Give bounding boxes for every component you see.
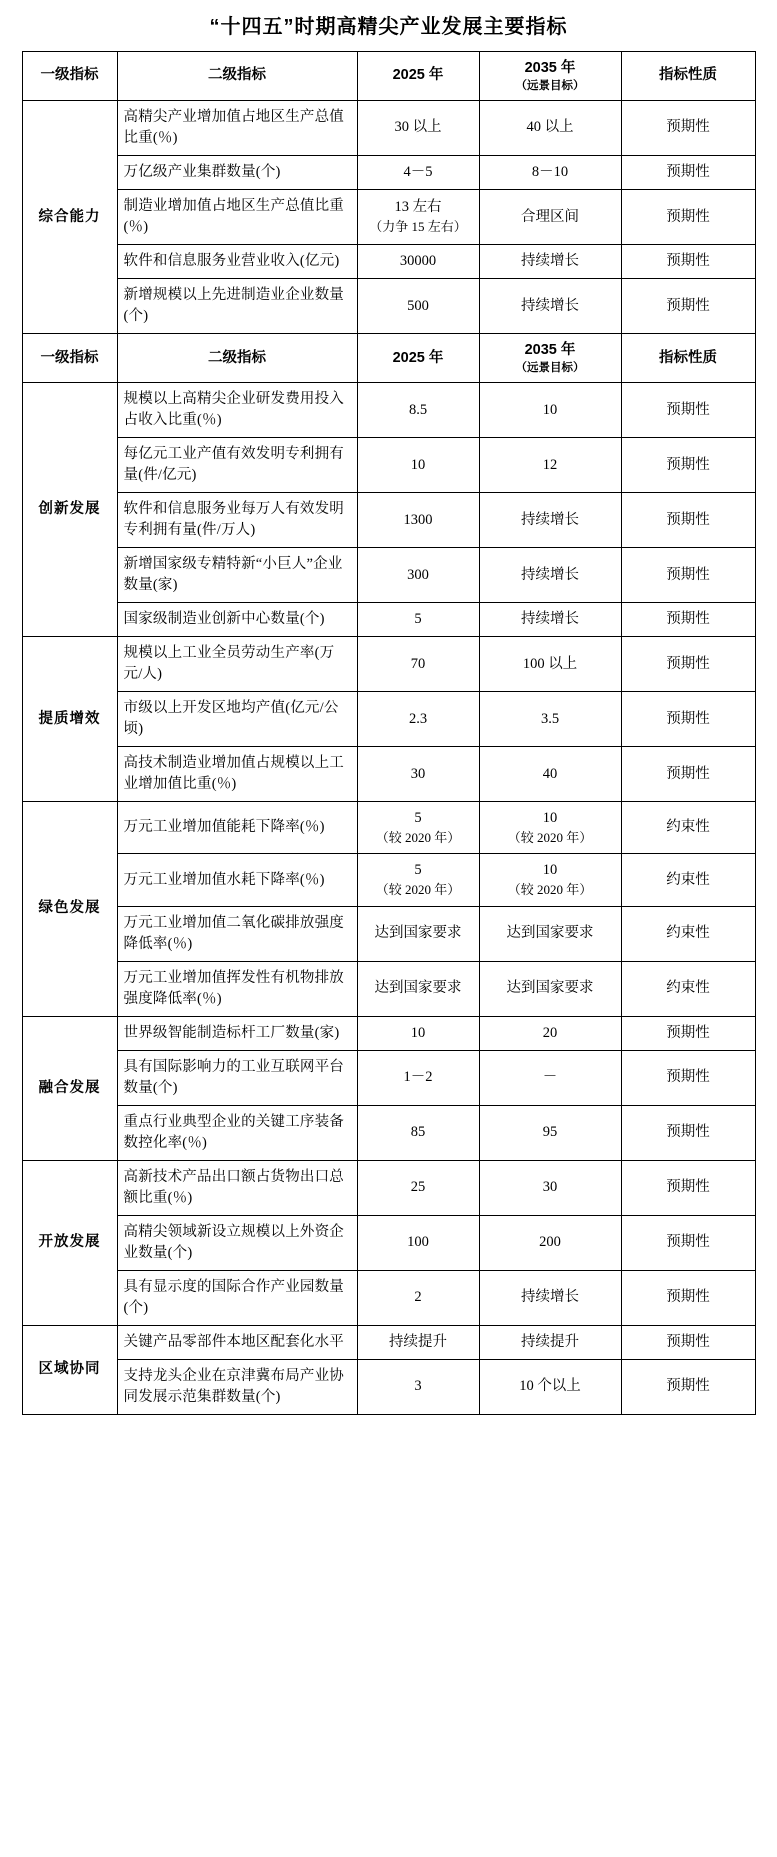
value-main: 40 以上	[526, 119, 574, 136]
header-year-2035-label: 2035 年	[524, 342, 576, 359]
nature-cell: 预期性	[621, 1050, 755, 1105]
value-2025-cell	[357, 383, 479, 438]
value-main: 10	[410, 456, 426, 473]
value-main: 30	[410, 765, 426, 782]
table-row	[22, 245, 755, 279]
header-year-2025	[357, 52, 479, 101]
indicator-cell: 万亿级产业集群数量(个)	[117, 155, 357, 189]
nature-cell: 预期性	[621, 1105, 755, 1160]
value-main: 8－10	[531, 163, 569, 180]
table-row	[22, 692, 755, 747]
value-main: 2.3	[408, 710, 428, 727]
value-2025-cell	[357, 190, 479, 245]
indicator-cell: 规模以上高精尖企业研发费用投入占收入比重(％)	[117, 383, 357, 438]
value-main: －	[542, 1069, 558, 1086]
value-main: 持续提升	[389, 1333, 447, 1350]
indicator-cell: 万元工业增加值能耗下降率(％)	[117, 802, 357, 854]
indicator-cell: 软件和信息服务业每万人有效发明专利拥有量(件/万人)	[117, 493, 357, 548]
value-2025-cell	[357, 692, 479, 747]
nature-cell: 预期性	[621, 493, 755, 548]
header-year-2035-sublabel: （远景目标）	[515, 80, 585, 93]
value-main: 30000	[399, 253, 437, 270]
value-2025-cell	[357, 493, 479, 548]
value-2025-cell	[357, 548, 479, 603]
category-cell: 融合发展	[22, 1016, 117, 1160]
value-2025-cell	[357, 637, 479, 692]
nature-cell: 约束性	[621, 961, 755, 1016]
header-nature	[621, 52, 755, 101]
value-2035-cell	[479, 100, 621, 155]
indicator-cell: 新增规模以上先进制造业企业数量(个)	[117, 279, 357, 334]
value-2035-cell	[479, 190, 621, 245]
value-main: 100	[407, 1234, 429, 1251]
category-cell: 提质增效	[22, 637, 117, 802]
header-level2-label: 二级指标	[208, 67, 266, 84]
value-2035-cell	[479, 747, 621, 802]
header-year-2035	[479, 52, 621, 101]
value-2035-cell	[479, 1016, 621, 1050]
indicator-cell: 国家级制造业创新中心数量(个)	[117, 603, 357, 637]
value-2025-cell	[357, 906, 479, 961]
indicator-cell: 软件和信息服务业营业收入(亿元)	[117, 245, 357, 279]
value-2025-cell	[357, 438, 479, 493]
value-main: 25	[410, 1179, 426, 1196]
header-year-2035-label: 2035 年	[524, 60, 576, 76]
value-2025-cell	[357, 1160, 479, 1215]
value-main: 30 以上	[394, 119, 442, 136]
table-row	[22, 100, 755, 155]
nature-cell: 约束性	[621, 802, 755, 854]
indicator-cell: 重点行业典型企业的关键工序装备数控化率(％)	[117, 1105, 357, 1160]
value-main: 5	[414, 862, 422, 879]
nature-cell: 约束性	[621, 854, 755, 906]
value-main: 持续增长	[521, 611, 579, 628]
value-2025-cell	[357, 1016, 479, 1050]
table-row	[22, 1359, 755, 1414]
header-level2-label: 二级指标	[208, 349, 266, 366]
nature-cell: 预期性	[621, 548, 755, 603]
value-2035-cell	[479, 1105, 621, 1160]
value-main: 4－5	[403, 163, 433, 180]
value-2025-cell	[357, 279, 479, 334]
nature-cell: 预期性	[621, 1160, 755, 1215]
table-row	[22, 603, 755, 637]
table-row	[22, 637, 755, 692]
value-2025-cell	[357, 100, 479, 155]
nature-cell: 预期性	[621, 1359, 755, 1414]
category-cell: 创新发展	[22, 383, 117, 637]
value-main: 持续提升	[521, 1333, 579, 1350]
indicator-cell: 每亿元工业产值有效发明专利拥有量(件/亿元)	[117, 438, 357, 493]
value-main: 30	[542, 1179, 558, 1196]
indicator-cell: 具有显示度的国际合作产业园数量(个)	[117, 1270, 357, 1325]
nature-cell: 预期性	[621, 637, 755, 692]
table-header-row	[22, 334, 755, 383]
table-row	[22, 1160, 755, 1215]
value-2025-cell	[357, 1325, 479, 1359]
value-2025-cell	[357, 603, 479, 637]
indicator-cell: 支持龙头企业在京津冀布局产业协同发展示范集群数量(个)	[117, 1359, 357, 1414]
value-2035-cell	[479, 245, 621, 279]
value-main: 100 以上	[522, 655, 578, 672]
indicator-cell: 万元工业增加值水耗下降率(％)	[117, 854, 357, 906]
header-year-2035-sublabel: （远景目标）	[515, 362, 585, 375]
table-row	[22, 1270, 755, 1325]
header-year-2025	[357, 334, 479, 383]
nature-cell: 约束性	[621, 906, 755, 961]
value-main: 12	[542, 456, 558, 473]
value-main: 85	[410, 1124, 426, 1141]
header-level1	[22, 52, 117, 101]
value-main: 达到国家要求	[374, 925, 462, 942]
value-2025-cell	[357, 961, 479, 1016]
value-note: （力争 15 左右）	[369, 219, 467, 235]
value-2025-cell	[357, 245, 479, 279]
value-2025-cell	[357, 1270, 479, 1325]
table-row	[22, 383, 755, 438]
value-main: 持续增长	[521, 253, 579, 270]
value-main: 20	[542, 1024, 558, 1041]
value-2035-cell	[479, 438, 621, 493]
value-main: 3	[414, 1378, 422, 1395]
header-level2	[117, 52, 357, 101]
table-row	[22, 854, 755, 906]
table-row	[22, 961, 755, 1016]
value-main: 10	[542, 810, 558, 827]
nature-cell: 预期性	[621, 1325, 755, 1359]
table-row	[22, 1050, 755, 1105]
value-note: （较 2020 年）	[375, 882, 461, 898]
value-main: 200	[539, 1234, 561, 1251]
value-main: 70	[410, 655, 426, 672]
indicator-cell: 世界级智能制造标杆工厂数量(家)	[117, 1016, 357, 1050]
value-2025-cell	[357, 1050, 479, 1105]
table-row	[22, 906, 755, 961]
indicator-table	[22, 51, 756, 1415]
table-row	[22, 1105, 755, 1160]
category-cell: 绿色发展	[22, 802, 117, 1016]
table-row	[22, 802, 755, 854]
value-2035-cell	[479, 1359, 621, 1414]
value-main: 500	[407, 297, 429, 314]
table-row	[22, 1215, 755, 1270]
nature-cell: 预期性	[621, 692, 755, 747]
table-row	[22, 190, 755, 245]
header-nature-label: 指标性质	[659, 67, 717, 84]
nature-cell: 预期性	[621, 100, 755, 155]
value-2035-cell	[479, 383, 621, 438]
value-main: 持续增长	[521, 297, 579, 314]
value-2035-cell	[479, 961, 621, 1016]
indicator-cell: 高新技术产品出口额占货物出口总额比重(％)	[117, 1160, 357, 1215]
value-2035-cell	[479, 854, 621, 906]
nature-cell: 预期性	[621, 279, 755, 334]
indicator-cell: 新增国家级专精特新“小巨人”企业数量(家)	[117, 548, 357, 603]
value-main: 2	[414, 1289, 422, 1306]
table-row	[22, 1325, 755, 1359]
value-2025-cell	[357, 747, 479, 802]
table-row	[22, 548, 755, 603]
table-header-row	[22, 52, 755, 101]
page-title: “十四五”时期高精尖产业发展主要指标	[209, 16, 568, 38]
value-note: （较 2020 年）	[507, 882, 593, 898]
nature-cell: 预期性	[621, 383, 755, 438]
value-main: 8.5	[408, 401, 428, 418]
table-row	[22, 493, 755, 548]
header-level1	[22, 334, 117, 383]
value-main: 300	[407, 566, 429, 583]
value-main: 5	[414, 810, 422, 827]
value-main: 达到国家要求	[506, 925, 594, 942]
table-row	[22, 279, 755, 334]
value-main: 1300	[403, 511, 433, 528]
category-cell: 开放发展	[22, 1160, 117, 1325]
indicator-cell: 高技术制造业增加值占规模以上工业增加值比重(％)	[117, 747, 357, 802]
value-main: 10	[542, 862, 558, 879]
value-2035-cell	[479, 279, 621, 334]
value-2035-cell	[479, 603, 621, 637]
value-main: 持续增长	[521, 566, 579, 583]
nature-cell: 预期性	[621, 1270, 755, 1325]
value-note: （较 2020 年）	[507, 830, 593, 846]
value-2035-cell	[479, 493, 621, 548]
value-main: 持续增长	[521, 1289, 579, 1306]
value-main: 5	[414, 611, 422, 628]
value-2035-cell	[479, 1160, 621, 1215]
indicator-cell: 关键产品零部件本地区配套化水平	[117, 1325, 357, 1359]
value-main: 达到国家要求	[506, 980, 594, 997]
value-2035-cell	[479, 1050, 621, 1105]
value-2035-cell	[479, 802, 621, 854]
table-row	[22, 438, 755, 493]
header-level1-label: 一级指标	[40, 349, 99, 366]
table-row	[22, 155, 755, 189]
header-year-2025-label: 2025 年	[392, 67, 444, 84]
value-2035-cell	[479, 548, 621, 603]
value-main: 3.5	[540, 710, 560, 727]
value-main: 持续增长	[521, 511, 579, 528]
category-cell: 综合能力	[22, 100, 117, 333]
nature-cell: 预期性	[621, 1215, 755, 1270]
value-2025-cell	[357, 1215, 479, 1270]
value-2025-cell	[357, 155, 479, 189]
indicator-cell: 高精尖产业增加值占地区生产总值比重(％)	[117, 100, 357, 155]
header-year-2025-label: 2025 年	[392, 349, 444, 366]
header-nature	[621, 334, 755, 383]
value-2035-cell	[479, 1270, 621, 1325]
indicator-cell: 制造业增加值占地区生产总值比重(％)	[117, 190, 357, 245]
nature-cell: 预期性	[621, 603, 755, 637]
indicator-cell: 万元工业增加值二氧化碳排放强度降低率(％)	[117, 906, 357, 961]
indicator-cell: 万元工业增加值挥发性有机物排放强度降低率(％)	[117, 961, 357, 1016]
indicator-cell: 规模以上工业全员劳动生产率(万元/人)	[117, 637, 357, 692]
value-main: 95	[542, 1124, 558, 1141]
value-2035-cell	[479, 1325, 621, 1359]
header-nature-label: 指标性质	[659, 349, 717, 366]
value-main: 10	[410, 1024, 426, 1041]
value-note: （较 2020 年）	[375, 830, 461, 846]
value-main: 合理区间	[521, 208, 579, 225]
table-row	[22, 747, 755, 802]
nature-cell: 预期性	[621, 747, 755, 802]
value-main: 10	[542, 401, 558, 418]
indicator-cell: 具有国际影响力的工业互联网平台数量(个)	[117, 1050, 357, 1105]
indicator-cell: 高精尖领域新设立规模以上外资企业数量(个)	[117, 1215, 357, 1270]
header-year-2035	[479, 334, 621, 383]
value-2025-cell	[357, 1105, 479, 1160]
value-main: 1－2	[403, 1069, 433, 1086]
nature-cell: 预期性	[621, 1016, 755, 1050]
value-main: 10 个以上	[519, 1378, 581, 1395]
nature-cell: 预期性	[621, 245, 755, 279]
value-2035-cell	[479, 692, 621, 747]
value-2035-cell	[479, 1215, 621, 1270]
value-2025-cell	[357, 1359, 479, 1414]
indicator-cell: 市级以上开发区地均产值(亿元/公顷)	[117, 692, 357, 747]
header-level2	[117, 334, 357, 383]
nature-cell: 预期性	[621, 438, 755, 493]
value-2025-cell	[357, 854, 479, 906]
value-2035-cell	[479, 906, 621, 961]
value-2025-cell	[357, 802, 479, 854]
value-main: 达到国家要求	[374, 980, 462, 997]
nature-cell: 预期性	[621, 190, 755, 245]
nature-cell: 预期性	[621, 155, 755, 189]
value-2035-cell	[479, 155, 621, 189]
value-2035-cell	[479, 637, 621, 692]
category-cell: 区域协同	[22, 1325, 117, 1414]
value-main: 13 左右	[394, 199, 442, 216]
header-level1-label: 一级指标	[40, 67, 99, 84]
value-main: 40	[542, 765, 558, 782]
table-row	[22, 1016, 755, 1050]
